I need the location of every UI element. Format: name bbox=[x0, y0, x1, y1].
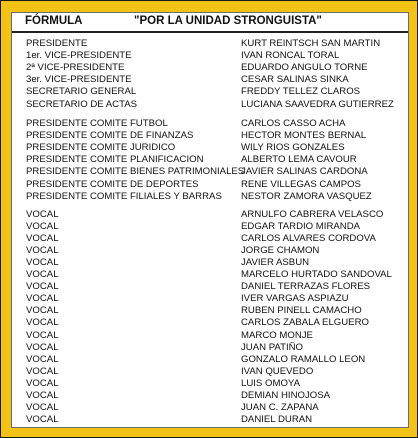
position-label: 3er. VICE-PRESIDENTE bbox=[26, 74, 132, 86]
vocal-row bbox=[12, 330, 408, 342]
vocal-row bbox=[12, 366, 408, 378]
member-name: JAVIER ASBUN bbox=[241, 257, 310, 269]
comite-row bbox=[12, 166, 408, 178]
comite-row bbox=[12, 154, 408, 166]
vocal-row bbox=[12, 233, 408, 245]
comite-row bbox=[12, 118, 408, 130]
comite-row bbox=[12, 191, 408, 203]
position-label: VOCAL bbox=[26, 269, 59, 281]
member-name: IVAN RONCAL TORAL bbox=[241, 50, 340, 62]
position-label: VOCAL bbox=[26, 365, 59, 377]
position-label: VOCAL bbox=[26, 341, 59, 353]
comite-row bbox=[12, 142, 408, 154]
member-name: CARLOS ALVARES CORDOVA bbox=[241, 233, 376, 245]
position-label: VOCAL bbox=[26, 233, 59, 245]
directiva-row bbox=[12, 38, 408, 50]
directiva-row bbox=[12, 74, 408, 86]
member-name: WILY RIOS GONZALES bbox=[241, 142, 345, 154]
position-label: PRESIDENTE COMITE DE DEPORTES bbox=[26, 178, 199, 190]
vocal-row bbox=[12, 293, 408, 305]
position-label: VOCAL bbox=[26, 413, 59, 425]
directiva-row bbox=[12, 86, 408, 98]
member-name: DEMIAN HINOJOSA bbox=[241, 389, 331, 401]
comite-row bbox=[12, 130, 408, 142]
header-label: FÓRMULA bbox=[25, 15, 83, 27]
header-title: "POR LA UNIDAD STRONGUISTA" bbox=[134, 15, 322, 27]
position-label: PRESIDENTE COMITE JURIDICO bbox=[26, 142, 176, 154]
position-label: VOCAL bbox=[26, 401, 59, 413]
position-label: PRESIDENTE COMITE DE FINANZAS bbox=[26, 130, 194, 142]
panel-header bbox=[12, 13, 408, 33]
member-name: LUIS OMOYA bbox=[241, 377, 300, 389]
vocal-row bbox=[12, 378, 408, 390]
vocal-row bbox=[12, 245, 408, 257]
roster-panel bbox=[11, 12, 409, 428]
directiva-row bbox=[12, 50, 408, 62]
vocal-row bbox=[12, 354, 408, 366]
position-label: VOCAL bbox=[26, 209, 59, 220]
member-name: CARLOS ZABALA ELGUERO bbox=[241, 317, 369, 329]
position-label: VOCAL bbox=[26, 389, 59, 401]
vocal-row bbox=[12, 402, 408, 414]
member-name: IVER VARGAS ASPIAZU bbox=[241, 293, 349, 305]
vocal-row bbox=[12, 342, 408, 354]
member-name: HECTOR MONTES BERNAL bbox=[241, 130, 367, 142]
vocal-row bbox=[12, 390, 408, 402]
position-label: 1er. VICE-PRESIDENTE bbox=[26, 50, 132, 62]
member-name: KURT REINTSCH SAN MARTIN bbox=[241, 38, 381, 49]
member-name: IVAN QUEVEDO bbox=[241, 365, 314, 377]
vocal-row bbox=[12, 317, 408, 329]
position-label: VOCAL bbox=[26, 257, 59, 269]
vocal-row bbox=[12, 414, 408, 426]
vocal-row bbox=[12, 257, 408, 269]
member-name: EDGAR TARDIO MIRANDA bbox=[241, 221, 361, 233]
member-name: JORGE CHAMON bbox=[241, 245, 320, 257]
member-name: ARNULFO CABRERA VELASCO bbox=[241, 209, 384, 220]
position-label: PRESIDENTE COMITE FUTBOL bbox=[26, 118, 168, 129]
position-label: VOCAL bbox=[26, 305, 59, 317]
member-name: RENE VILLEGAS CAMPOS bbox=[241, 178, 361, 190]
position-label: SECRETARIO GENERAL bbox=[26, 86, 137, 98]
member-name: EDUARDO ANGULO TORNE bbox=[241, 62, 368, 74]
comite-row bbox=[12, 179, 408, 191]
directiva-row bbox=[12, 62, 408, 74]
member-name: DANIEL DURAN bbox=[241, 413, 313, 425]
vocal-row bbox=[12, 305, 408, 317]
vocal-row bbox=[12, 209, 408, 221]
member-name: RUBEN PINELL CAMACHO bbox=[241, 305, 362, 317]
position-label: PRESIDENTE COMITE BIENES PATRIMONIALES bbox=[26, 166, 245, 178]
position-label: VOCAL bbox=[26, 281, 59, 293]
position-label: VOCAL bbox=[26, 353, 59, 365]
member-name: MARCELO HURTADO SANDOVAL bbox=[241, 269, 392, 281]
position-label: VOCAL bbox=[26, 317, 59, 329]
member-name: GONZALO RAMALLO LEON bbox=[241, 353, 366, 365]
member-name: DANIEL TERRAZAS FLORES bbox=[241, 281, 371, 293]
position-label: VOCAL bbox=[26, 221, 59, 233]
position-label: VOCAL bbox=[26, 329, 59, 341]
member-name: JUAN PATIÑO bbox=[241, 341, 304, 353]
position-label: PRESIDENTE COMITE PLANIFICACION bbox=[26, 154, 204, 166]
member-name: MARCO MONJE bbox=[241, 329, 313, 341]
member-name: CARLOS CASSO ACHA bbox=[241, 118, 346, 129]
position-label: SECRETARIO DE ACTAS bbox=[26, 98, 138, 110]
member-name: CESAR SALINAS SINKA bbox=[241, 74, 349, 86]
vocal-row bbox=[12, 221, 408, 233]
member-name: JUAN C. ZAPANA bbox=[241, 401, 319, 413]
position-label: VOCAL bbox=[26, 293, 59, 305]
position-label: 2ª VICE-PRESIDENTE bbox=[26, 62, 125, 74]
member-name: FREDDY TELLEZ CLAROS bbox=[241, 86, 361, 98]
directiva-row bbox=[12, 99, 408, 111]
member-name: NESTOR ZAMORA VASQUEZ bbox=[241, 190, 372, 202]
member-name: LUCIANA SAAVEDRA GUTIERREZ bbox=[241, 98, 394, 110]
member-name: ALBERTO LEMA CAVOUR bbox=[241, 154, 357, 166]
position-label: PRESIDENTE COMITE FILIALES Y BARRAS bbox=[26, 190, 222, 202]
position-label: PRESIDENTE bbox=[26, 38, 88, 49]
vocal-row bbox=[12, 269, 408, 281]
vocal-row bbox=[12, 281, 408, 293]
position-label: VOCAL bbox=[26, 377, 59, 389]
position-label: VOCAL bbox=[26, 245, 59, 257]
member-name: JAVIER SALINAS CARDONA bbox=[241, 166, 368, 178]
